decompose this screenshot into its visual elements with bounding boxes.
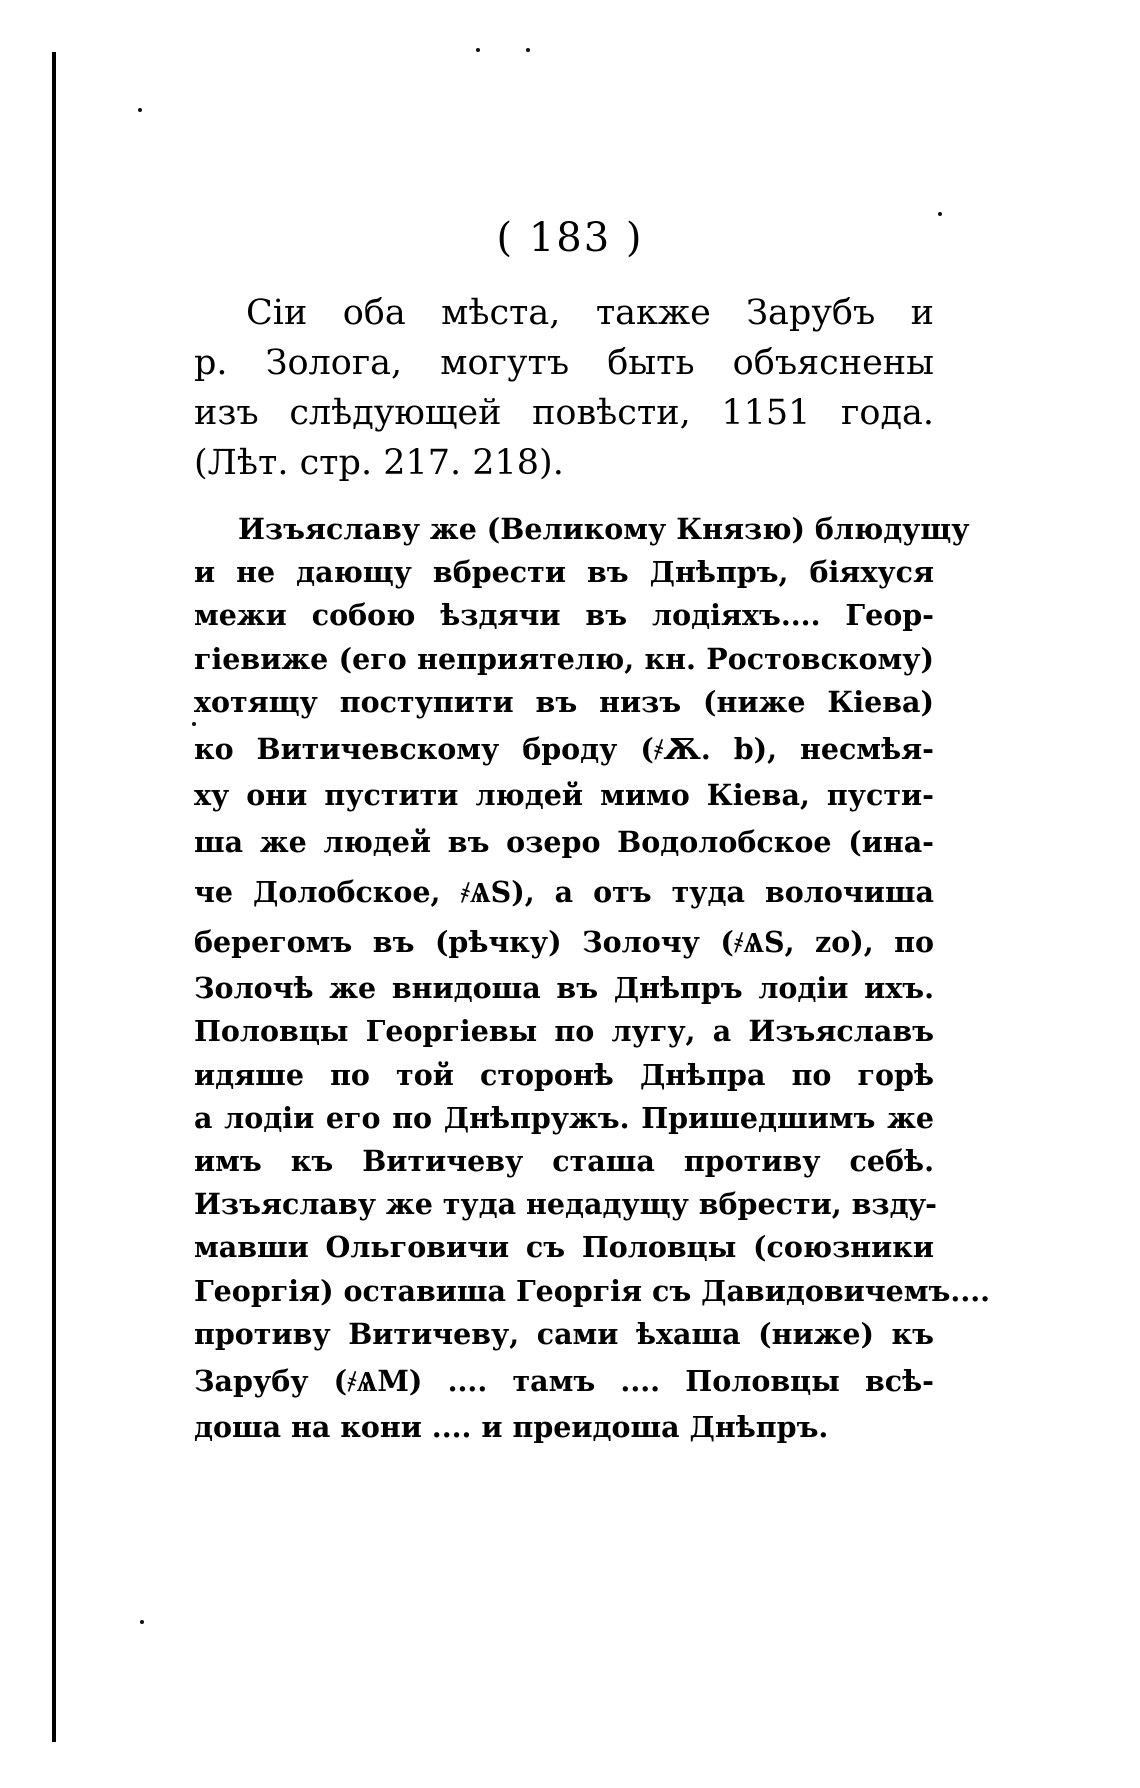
print-speck bbox=[140, 1620, 144, 1624]
quote-line: Золочѣ же внидоша въ Днѣпръ лодіи ихъ. bbox=[194, 971, 934, 1006]
print-speck bbox=[138, 108, 142, 112]
print-speck bbox=[476, 48, 480, 52]
quote-line: идяше по той стоpонѣ Днѣпра по горѣ bbox=[194, 1057, 934, 1092]
lead-line: р. Золога, могутъ быть объяснены bbox=[194, 343, 934, 383]
quote-line: мавши Ольговичи съ Половцы (союзники bbox=[194, 1230, 934, 1265]
quote-line: Зарубу (҂ѦМ) .... тамъ .... Половцы всѣ- bbox=[194, 1364, 934, 1399]
quote-line: ху они пустити людей мимо Кіева, пусти- bbox=[194, 778, 934, 813]
quote-line: доша на кони .... и преидоша Днѣпръ. bbox=[194, 1410, 829, 1445]
quote-line: че Долобское, ҂ѦЅ), а отъ туда волочиша bbox=[194, 875, 934, 910]
quote-line: а лодіи его по Днѣпружъ. Пришедшимъ же bbox=[194, 1100, 934, 1135]
quote-line: межи собою ѣздячи въ лодіяхъ.... Геор- bbox=[194, 598, 934, 633]
quote-line: Изъяславу же туда недадущу вбрести, вздy- bbox=[194, 1187, 937, 1222]
quote-line: ша же людей въ озеро Водолобское (ина- bbox=[194, 825, 934, 860]
quote-line: берегомъ въ (рѣчку) Золочу (҂ѦЅ, zo), по bbox=[194, 925, 934, 960]
quote-line: Георгія) оставиша Георгія съ Давидовичемъ.... bbox=[194, 1273, 991, 1308]
quote-line: Изъяславу же (Великому Князю) блюдущу bbox=[238, 512, 970, 546]
quote-line: имъ къ Витичеву сташа противу себѣ. bbox=[194, 1144, 934, 1179]
lead-line: Сіи оба мѣста, также Зарубъ и bbox=[246, 293, 934, 333]
chronicle-quotation bbox=[194, 508, 991, 1449]
page-number: ( 183 ) bbox=[496, 215, 644, 261]
quote-line: противу Витичеву, сами ѣхаша (ниже) къ bbox=[194, 1316, 934, 1351]
print-speck bbox=[526, 48, 530, 52]
lead-line: изъ слѣдующей повѣсти, 1151 года. bbox=[194, 393, 934, 433]
binding-edge-rule bbox=[52, 52, 56, 1742]
quote-line: Половцы Георгіевы по лугу, а Изъяславъ bbox=[194, 1014, 934, 1049]
quote-line: и не дающу вбрести въ Днѣпръ, біяхуся bbox=[194, 555, 934, 590]
quote-line: ко Витичевскому броду (҂Ѫ. b), несмѣя- bbox=[194, 732, 934, 767]
quote-line: хотящу поступити въ низъ (ниже Кіева) bbox=[194, 684, 934, 719]
lead-paragraph bbox=[194, 288, 934, 488]
quote-line: гіевиже (его неприятелю, кн. Ростовскому) bbox=[194, 641, 934, 676]
lead-line: (Лѣт. стр. 217. 218). bbox=[194, 443, 564, 483]
